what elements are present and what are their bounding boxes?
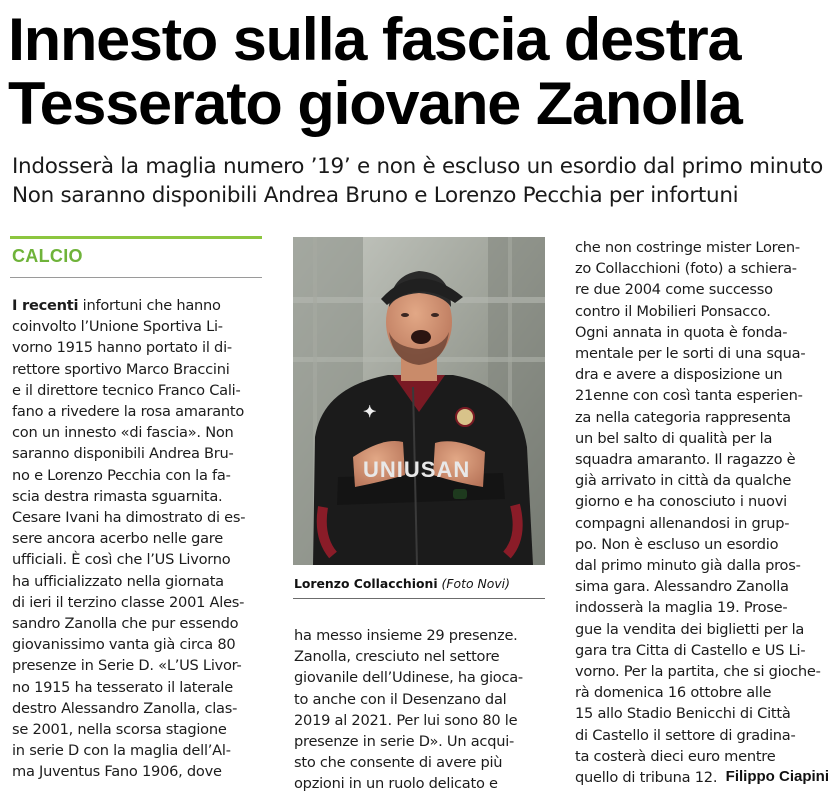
section-divider-top: [10, 236, 262, 239]
svg-text:✦: ✦: [363, 404, 377, 421]
headline-line-1: Innesto sulla fascia destra: [8, 6, 741, 73]
article-line: 15 allo Stadio Benicchi di Città: [575, 705, 791, 723]
coach-photo: [293, 237, 545, 565]
article-lead-word: I recenti: [12, 297, 79, 314]
article-line: destro Alessandro Zanolla, clas-: [12, 699, 238, 717]
article-line: dal primo minuto già dalla pros-: [575, 557, 801, 575]
article-column-2: [294, 625, 546, 795]
subheadline-line-1: Indosserà la maglia numero ’19’ e non è escluso un esordio dal primo minuto: [12, 154, 824, 179]
article-line: 2019 al 2021. Per lui sono 80 le: [294, 711, 518, 729]
byline: Filippo Ciapini: [725, 768, 829, 785]
section-divider-bottom: [10, 277, 262, 278]
article-line: Zanolla, cresciuto nel settore: [294, 648, 500, 666]
article-line: saranno disponibili Andrea Bru-: [12, 445, 234, 463]
article-line: squadra amaranto. Il ragazzo è: [575, 451, 796, 469]
article-line: to anche con il Desenzano dal: [294, 690, 507, 708]
article-line: e il direttore tecnico Franco Cali-: [12, 381, 241, 399]
article-line: ufficiali. È così che l’US Livorno: [12, 551, 231, 569]
subheadline: [12, 152, 832, 210]
shirt-sponsor-text: UNIUSAN: [363, 457, 471, 482]
article-line: no e Lorenzo Pecchia con la fa-: [12, 466, 231, 484]
article-line: giovanile dell’Udinese, ha gioca-: [294, 669, 523, 687]
article-line: po. Non è escluso un esordio: [575, 535, 779, 553]
article-line: rettore sportivo Marco Braccini: [12, 360, 230, 378]
article-line: gue la vendita dei biglietti per la: [575, 620, 805, 638]
article-line: ha ufficializzato nella giornata: [12, 572, 224, 590]
article-line: ma Juventus Fano 1906, dove: [12, 763, 222, 781]
article-line: ha messo insieme 29 presenze.: [294, 627, 518, 644]
headline-line-2: Tesserato giovane Zanolla: [8, 70, 742, 137]
article-column-1: [12, 295, 266, 783]
article-line: dra e avere a disposizione un: [575, 366, 783, 384]
article-line: compagni allenandosi in grup-: [575, 514, 790, 532]
article-line: quello di tribuna 12.: [575, 769, 718, 787]
article-line: che non costringe mister Loren-: [575, 239, 800, 256]
article-line: gara tra Citta di Castello e US Li-: [575, 641, 806, 659]
section-label: CALCIO: [12, 246, 83, 266]
caption-name: Lorenzo Collacchioni: [294, 576, 438, 591]
article-line: vorno 1915 hanno portato il di-: [12, 339, 232, 357]
caption-credit: (Foto Novi): [441, 576, 510, 591]
article-line: giorno e ha conosciuto i nuovi: [575, 493, 787, 511]
article-line: indosserà la maglia 19. Prose-: [575, 599, 788, 617]
article-line: vorno. Per la partita, che si gioche-: [575, 663, 821, 681]
article-column-3: [575, 237, 831, 788]
article-line-text: infortuni che hanno: [82, 297, 221, 314]
article-line: ta costerà dieci euro mentre: [575, 747, 776, 765]
article-line: di Castello il settore di gradina-: [575, 726, 796, 744]
article-line: sandro Zanolla che pur essendo: [12, 615, 239, 633]
article-line: sere ancora acerbo nelle gare: [12, 530, 223, 548]
article-line: zo Collacchioni (foto) a schiera-: [575, 260, 797, 278]
article-line: giovanissimo vanta già circa 80: [12, 636, 236, 654]
article-line: opzioni in un ruolo delicato e: [294, 775, 498, 793]
article-line: re due 2004 come successo: [575, 281, 773, 299]
subheadline-line-2: Non saranno disponibili Andrea Bruno e Lorenzo Pecchia per infortuni: [12, 183, 739, 208]
article-line: presenze in Serie D. «L’US Livor-: [12, 657, 242, 675]
article-line: mentale per le sorti di una squa-: [575, 345, 806, 363]
article-line: fano a rivedere la rosa amaranto: [12, 403, 245, 421]
article-line: sima gara. Alessandro Zanolla: [575, 578, 789, 596]
article-line: di ieri il terzino classe 2001 Ales-: [12, 593, 245, 611]
article-line: Ogni annata in quota è fonda-: [575, 323, 788, 341]
article-line: [12, 295, 266, 316]
article-line: contro il Mobilieri Ponsacco.: [575, 302, 771, 320]
headline: [8, 8, 837, 136]
article-line: un bel salto di qualità per la: [575, 429, 773, 447]
article-line: no 1915 ha tesserato il laterale: [12, 678, 233, 696]
article-line: rà domenica 16 ottobre alle: [575, 684, 772, 702]
article-line: Cesare Ivani ha dimostrato di es-: [12, 509, 246, 527]
article-line: coinvolto l’Unione Sportiva Li-: [12, 318, 223, 336]
article-line: presenze in serie D». Un acqui-: [294, 733, 515, 751]
article-line: za nella categoria rappresenta: [575, 408, 791, 426]
photo-caption: [294, 576, 546, 591]
caption-divider: [293, 598, 545, 599]
article-line: se 2001, nella scorsa stagione: [12, 721, 227, 739]
article-line: già arrivato in città da qualche: [575, 472, 792, 490]
article-line: 21enne con così tanta esperien-: [575, 387, 803, 405]
article-line: sto che consente di avere più: [294, 754, 503, 772]
article-line: scia destra rimasta sguarnita.: [12, 487, 223, 505]
article-line: con un innesto «di fascia». Non: [12, 424, 234, 442]
article-line: in serie D con la maglia dell’Al-: [12, 742, 231, 760]
